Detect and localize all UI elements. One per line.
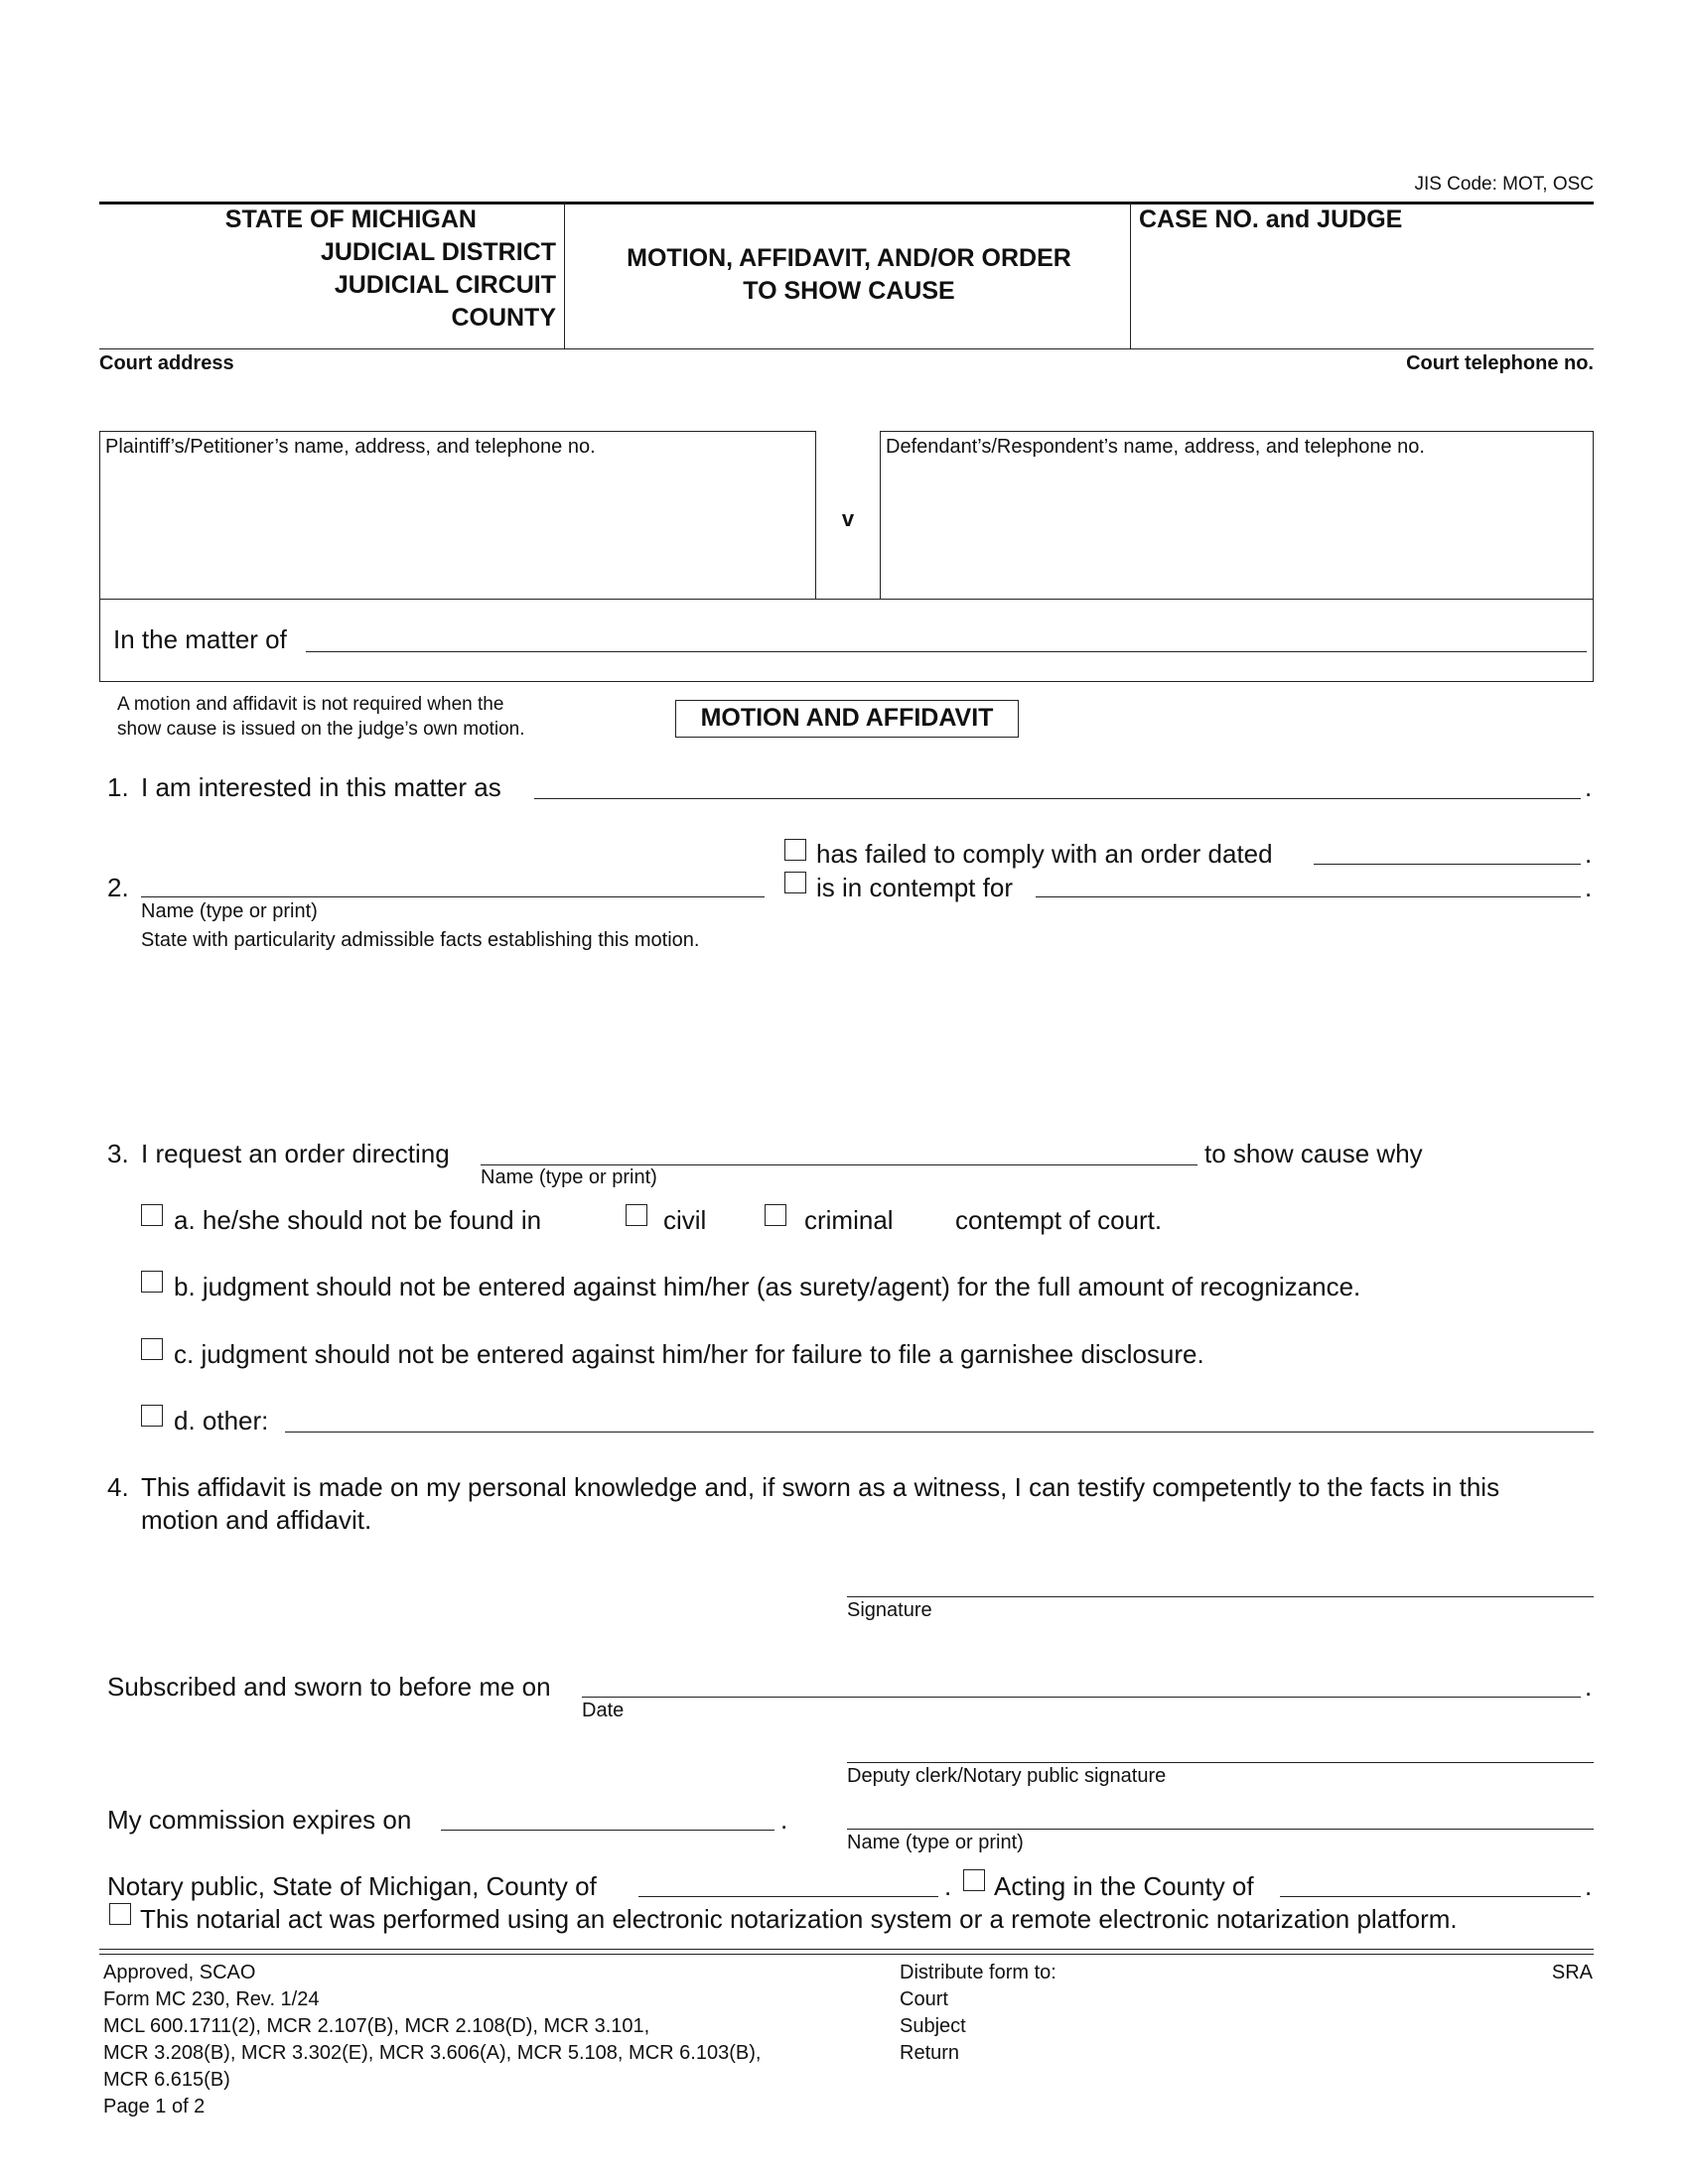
option-a-suffix: contempt of court. xyxy=(955,1205,1163,1235)
acting-county-label: Acting in the County of xyxy=(994,1871,1254,1901)
judicial-district-label: JUDICIAL DISTRICT xyxy=(320,238,556,266)
jis-code: JIS Code: MOT, OSC xyxy=(1414,174,1594,195)
option-d-label: d. other: xyxy=(174,1406,269,1435)
electronic-notarization-checkbox[interactable] xyxy=(109,1903,131,1925)
item2-period2: . xyxy=(1585,873,1593,902)
item3-suffix: to show cause why xyxy=(1204,1139,1423,1168)
plaintiff-label: Plaintiff’s/Petitioner’s name, address, and telephone no. xyxy=(105,436,596,458)
distribute-subject: Subject xyxy=(900,2015,966,2037)
electronic-notarization-label: This notarial act was performed using an electronic notarization system or a remote electronic notarization platform. xyxy=(140,1904,1458,1934)
acting-county-checkbox[interactable] xyxy=(963,1869,985,1891)
contempt-checkbox[interactable] xyxy=(784,872,806,893)
in-matter-label: In the matter of xyxy=(113,624,287,654)
county-label: COUNTY xyxy=(451,304,556,332)
header-top-rule xyxy=(99,202,1594,205)
motion-note-line1: A motion and affidavit is not required when the xyxy=(117,694,504,715)
item2-instruction: State with particularity admissible facts establishing this motion. xyxy=(141,929,700,951)
item3-number: 3. xyxy=(107,1139,129,1168)
footer-form-number: Form MC 230, Rev. 1/24 xyxy=(103,1988,320,2010)
court-telephone-label: Court telephone no. xyxy=(1406,352,1594,374)
header-bottom-rule xyxy=(99,348,1594,349)
in-matter-field[interactable] xyxy=(306,651,1587,652)
defendant-label: Defendant’s/Respondent’s name, address, and telephone no. xyxy=(886,436,1425,458)
in-matter-box xyxy=(99,599,1594,682)
defendant-box[interactable] xyxy=(880,431,1594,600)
item4-line2: motion and affidavit. xyxy=(141,1505,372,1535)
item3-text: I request an order directing xyxy=(141,1139,450,1168)
notary-county-period: . xyxy=(944,1871,952,1901)
acting-county-period: . xyxy=(1585,1871,1593,1901)
failed-comply-label: has failed to comply with an order dated xyxy=(816,839,1273,869)
form-title-line2: TO SHOW CAUSE xyxy=(743,277,955,305)
notary-name-label: Name (type or print) xyxy=(847,1832,1024,1853)
option-b-checkbox[interactable] xyxy=(141,1271,163,1293)
facts-area[interactable] xyxy=(141,958,1594,1127)
notary-county-label: Notary public, State of Michigan, County of xyxy=(107,1871,597,1901)
item1-text: I am interested in this matter as xyxy=(141,772,501,802)
option-a-label: a. he/she should not be found in xyxy=(174,1205,542,1235)
footer-approved: Approved, SCAO xyxy=(103,1962,256,1983)
date-label: Date xyxy=(582,1700,625,1721)
item2-number: 2. xyxy=(107,873,129,902)
civil-checkbox[interactable] xyxy=(626,1204,647,1226)
distribute-return: Return xyxy=(900,2042,960,2064)
notary-county-field[interactable] xyxy=(638,1896,938,1897)
item2-name-field[interactable] xyxy=(141,896,765,897)
section-title: MOTION AND AFFIDAVIT xyxy=(675,700,1019,738)
form-title-line1: MOTION, AFFIDAVIT, AND/OR ORDER xyxy=(627,244,1071,272)
option-b-label: b. judgment should not be entered against him/her (as surety/agent) for the full amount of recognizance. xyxy=(174,1272,1361,1301)
case-no-label: CASE NO. and JUDGE xyxy=(1139,205,1403,233)
judicial-circuit-label: JUDICIAL CIRCUIT xyxy=(334,271,556,299)
item1-number: 1. xyxy=(107,772,129,802)
item4-line1: This affidavit is made on my personal knowledge and, if sworn as a witness, I can testify competently to the facts in this xyxy=(141,1472,1500,1502)
footer-sra: SRA xyxy=(1551,1962,1593,1983)
state-label: STATE OF MICHIGAN xyxy=(224,205,477,233)
option-c-label: c. judgment should not be entered against him/her for failure to file a garnishee disclosure. xyxy=(174,1339,1204,1369)
item3-name-label: Name (type or print) xyxy=(481,1166,657,1188)
sworn-period: . xyxy=(1585,1672,1593,1702)
civil-label: civil xyxy=(663,1205,707,1235)
footer-rule-top xyxy=(99,1949,1594,1950)
footer-authority-line2: MCR 3.208(B), MCR 3.302(E), MCR 3.606(A), MCR 5.108, MCR 6.103(B), xyxy=(103,2042,762,2064)
item4-number: 4. xyxy=(107,1472,129,1502)
item2-name-label: Name (type or print) xyxy=(141,900,318,922)
signature-field[interactable] xyxy=(847,1596,1594,1597)
item3-name-field[interactable] xyxy=(481,1164,1197,1165)
court-address-label: Court address xyxy=(99,352,234,374)
versus-label: v xyxy=(841,506,855,531)
distribute-label: Distribute form to: xyxy=(900,1962,1056,1983)
plaintiff-box[interactable] xyxy=(99,431,816,600)
subscribed-label: Subscribed and sworn to before me on xyxy=(107,1672,551,1702)
commission-date-field[interactable] xyxy=(441,1830,774,1831)
option-c-checkbox[interactable] xyxy=(141,1338,163,1360)
commission-period: . xyxy=(780,1805,788,1835)
option-d-field[interactable] xyxy=(285,1432,1594,1433)
footer-page-number: Page 1 of 2 xyxy=(103,2096,206,2117)
header-divider-left xyxy=(564,202,565,348)
deputy-label: Deputy clerk/Notary public signature xyxy=(847,1765,1167,1787)
acting-county-field[interactable] xyxy=(1280,1896,1581,1897)
notary-name-field[interactable] xyxy=(847,1829,1594,1830)
sworn-date-field[interactable] xyxy=(582,1697,1581,1698)
distribute-court: Court xyxy=(900,1988,948,2010)
criminal-checkbox[interactable] xyxy=(765,1204,786,1226)
motion-note-line2: show cause is issued on the judge’s own motion. xyxy=(117,719,525,740)
failed-comply-checkbox[interactable] xyxy=(784,839,806,861)
contempt-label: is in contempt for xyxy=(816,873,1013,902)
footer-rule-bottom xyxy=(99,1954,1594,1955)
item2-period1: . xyxy=(1585,839,1593,869)
deputy-signature-field[interactable] xyxy=(847,1762,1594,1763)
criminal-label: criminal xyxy=(804,1205,894,1235)
order-date-field[interactable] xyxy=(1314,864,1581,865)
footer-authority-line1: MCL 600.1711(2), MCR 2.107(B), MCR 2.108(D), MCR 3.101, xyxy=(103,2015,650,2037)
option-d-checkbox[interactable] xyxy=(141,1405,163,1427)
commission-label: My commission expires on xyxy=(107,1805,412,1835)
footer-authority-line3: MCR 6.615(B) xyxy=(103,2069,230,2091)
option-a-checkbox[interactable] xyxy=(141,1204,163,1226)
signature-label: Signature xyxy=(847,1599,932,1621)
interest-field[interactable] xyxy=(534,798,1581,799)
contempt-field[interactable] xyxy=(1036,896,1581,897)
item1-period: . xyxy=(1585,772,1593,802)
header-divider-right xyxy=(1130,202,1131,348)
